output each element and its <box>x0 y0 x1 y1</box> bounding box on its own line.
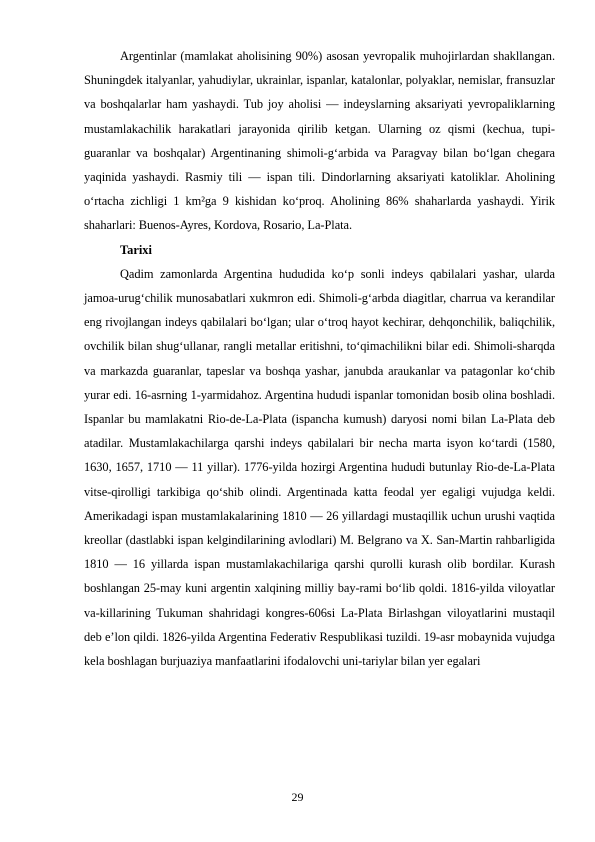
section-heading-history: Tarixi <box>120 242 152 257</box>
paragraph-history: Qadim zamonlarda Argentina hududida koʻp sonli indeys qabilalari yashar, ularda jamoa-urugʻchilik munosabatlari xukmron edi. Shimoli-gʻarbda diagitlar, charrua va kerandilar eng rivojlangan indeys qabilalari boʻlgan; ular oʻtroq hayot kechirar, dehqonchilik, baliqchilik, ovchilik bilan shugʻullanar, rangli metallar eritishni, toʻqimachilikni bilar edi. Shimoli-sharqda va markazda guaranlar, tapeslar va boshqa yashar, janubda araukanlar va patagonlar koʻchib yurar edi. 16-asrning 1-yarmidahoz. Argentina hududi ispanlar tomonidan bosib olina boshladi. Ispanlar bu mamlakatni Rio-de-La-Plata (ispancha kumush) daryosi nomi bilan La-Plata deb atadilar. Mustamlakachilarga qarshi indeys qabilalari bir necha marta isyon koʻtardi (1580, 1630, 1657, 1710 — 11 yillar). 1776-yilda hozirgi Argentina hududi butunlay Rio-de-La-Plata vitse-qirolligi tarkibiga qoʻshib olindi. Argentinada katta feodal yer egaligi vujudga keldi. Amerikadagi ispan mustamlakalarining 1810 — 26 yillardagi mustaqillik uchun urushi vaqtida kreollar (dastlabki ispan kelgindilarining avlodlari) M. Belgrano va X. San-Martin rahbarligida 1810 — 16 yillarda ispan mustamlakachilariga qarshi qurolli kurash olib bordilar. Kurash boshlangan 25-may kuni argentin xalqining milliy bay-rami boʻlib qoldi. 1816-yilda viloyatlar va-killarining Tukuman shahridagi kongres-606si La-Plata Birlashgan viloyatlarini mustaqil deb eʼlon qildi. 1826-yilda Argentina Federativ Respublikasi tuzildi. 19-asr mobaynida vujudga kela boshlagan burjuaziya manfaatlarini ifodalovchi uni-tariylar bilan yer egalari <box>84 266 555 669</box>
page-number: 29 <box>291 790 304 804</box>
document-page <box>84 44 555 673</box>
paragraph-population: Argentinlar (mamlakat aholisining 90%) asosan yevropalik muhojirlardan shakllangan. Shuningdek italyanlar, yahudiylar, ukrainlar, ispanlar, katalonlar, polyaklar, nemislar, fransuzlar va boshqalarlar ham yashaydi. Tub joy aholisi — indeyslarning aksariyati yevropaliklarning mustamlakachilik harakatlari jarayonida qirilib ketgan. Ularning oz qismi (kechua, tupi-guaranlar va boshqalar) Argentinaning shimoli-gʻarbida va Paragvay bilan boʻlgan chegara yaqinida yashaydi. Rasmiy tili — ispan tili. Dindorlarning aksariyati katoliklar. Aholining oʻrtacha zichligi 1 km²ga 9 kishidan koʻproq. Aholining 86% shaharlarda yashaydi. Yirik shaharlari: Buenos-Ayres, Kordova, Rosario, La-Plata. <box>84 49 555 233</box>
